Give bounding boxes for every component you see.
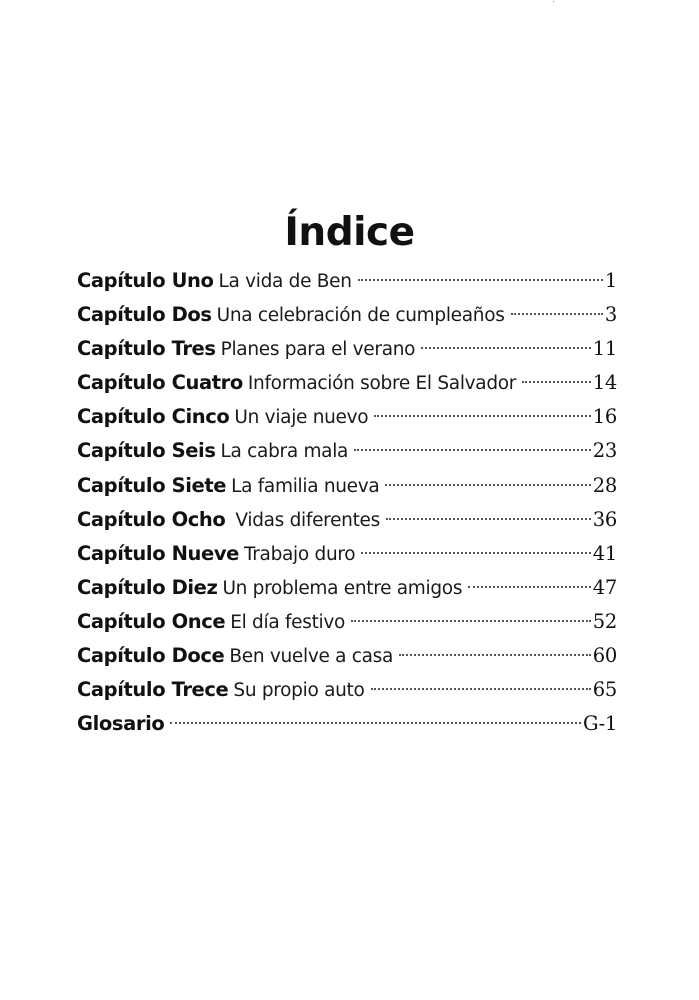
toc-entry bbox=[77, 298, 617, 332]
toc-entry-glossary bbox=[77, 707, 617, 741]
toc-entry-title: Vidas diferentes bbox=[235, 509, 380, 531]
scan-speck bbox=[553, 1, 554, 2]
toc-entry-title: Su propio auto bbox=[233, 680, 365, 702]
dot-leader bbox=[371, 688, 591, 690]
toc-entry-label: Capítulo Once bbox=[77, 609, 226, 633]
dot-leader bbox=[511, 313, 603, 315]
toc-entry-title: La cabra mala bbox=[220, 441, 349, 463]
toc-entry bbox=[77, 469, 617, 503]
toc-entry bbox=[77, 366, 617, 400]
toc-entry-page: 3 bbox=[604, 303, 617, 327]
toc-entry-title: Ben vuelve a casa bbox=[229, 646, 394, 668]
toc-entry-label: Capítulo Trece bbox=[77, 678, 229, 702]
toc-entry bbox=[77, 332, 617, 366]
toc-entry bbox=[77, 434, 617, 468]
toc-entry-label: Capítulo Tres bbox=[77, 337, 216, 361]
toc-entry-page: 28 bbox=[592, 473, 617, 497]
dot-leader bbox=[374, 415, 590, 417]
toc-entry-title: Planes para el verano bbox=[220, 339, 416, 361]
toc-entry-page: 41 bbox=[592, 541, 617, 565]
toc-entry-page: 65 bbox=[592, 678, 617, 702]
toc-entry bbox=[77, 605, 617, 639]
page-title: Índice bbox=[284, 210, 415, 256]
toc-entry-title: Trabajo duro bbox=[243, 543, 356, 565]
toc-entry bbox=[77, 673, 617, 707]
toc-entry bbox=[77, 503, 617, 537]
dot-leader bbox=[522, 381, 591, 383]
toc-entry-page: 16 bbox=[592, 405, 617, 429]
toc-entry-title: La vida de Ben bbox=[218, 271, 352, 292]
toc-entry-label: Capítulo Doce bbox=[77, 644, 225, 668]
dot-leader bbox=[358, 279, 603, 281]
dot-leader bbox=[170, 722, 581, 724]
toc-entry-page: 36 bbox=[592, 507, 617, 531]
toc-entry-label: Capítulo Cinco bbox=[77, 405, 230, 429]
toc-entry-title: La familia nueva bbox=[231, 475, 380, 497]
toc-entry-page: 47 bbox=[592, 575, 617, 599]
dot-leader bbox=[354, 449, 591, 451]
dot-leader bbox=[351, 620, 591, 622]
toc-entry-title: Una celebración de cumpleaños bbox=[216, 305, 505, 327]
toc-entry-label: Capítulo Ocho bbox=[77, 507, 226, 531]
toc-entry-title: Un viaje nuevo bbox=[234, 407, 369, 429]
toc-entry-label: Capítulo Seis bbox=[77, 439, 216, 463]
dot-leader bbox=[361, 552, 590, 554]
toc-entry bbox=[77, 264, 617, 298]
toc-entry-page: 14 bbox=[592, 371, 617, 395]
toc-entry-page: 23 bbox=[592, 439, 617, 463]
toc-entry-title: El día festivo bbox=[230, 611, 346, 633]
toc-entry-label: Capítulo Dos bbox=[77, 303, 212, 327]
toc-entry-page: G-1 bbox=[582, 712, 617, 736]
toc-entry-page: 52 bbox=[592, 609, 617, 633]
table-of-contents bbox=[77, 264, 617, 741]
dot-leader bbox=[399, 654, 591, 656]
toc-entry-label: Capítulo Siete bbox=[77, 473, 227, 497]
toc-entry bbox=[77, 537, 617, 571]
toc-entry-label: Capítulo Diez bbox=[77, 575, 218, 599]
toc-entry-page: 1 bbox=[604, 269, 617, 292]
toc-entry bbox=[77, 571, 617, 605]
dot-leader bbox=[386, 518, 591, 520]
toc-entry-label: Glosario bbox=[77, 712, 165, 736]
toc-entry-label: Capítulo Uno bbox=[77, 269, 214, 292]
toc-entry-label: Capítulo Nueve bbox=[77, 541, 239, 565]
toc-entry-page: 60 bbox=[592, 644, 617, 668]
toc-entry bbox=[77, 639, 617, 673]
dot-leader bbox=[468, 586, 591, 588]
toc-entry-title: Un problema entre amigos bbox=[222, 577, 463, 599]
toc-entry-page: 11 bbox=[592, 337, 617, 361]
toc-entry-label: Capítulo Cuatro bbox=[77, 371, 243, 395]
dot-leader bbox=[385, 484, 590, 486]
toc-entry bbox=[77, 400, 617, 434]
dot-leader bbox=[421, 347, 591, 349]
toc-entry-title: Información sobre El Salvador bbox=[247, 373, 517, 395]
